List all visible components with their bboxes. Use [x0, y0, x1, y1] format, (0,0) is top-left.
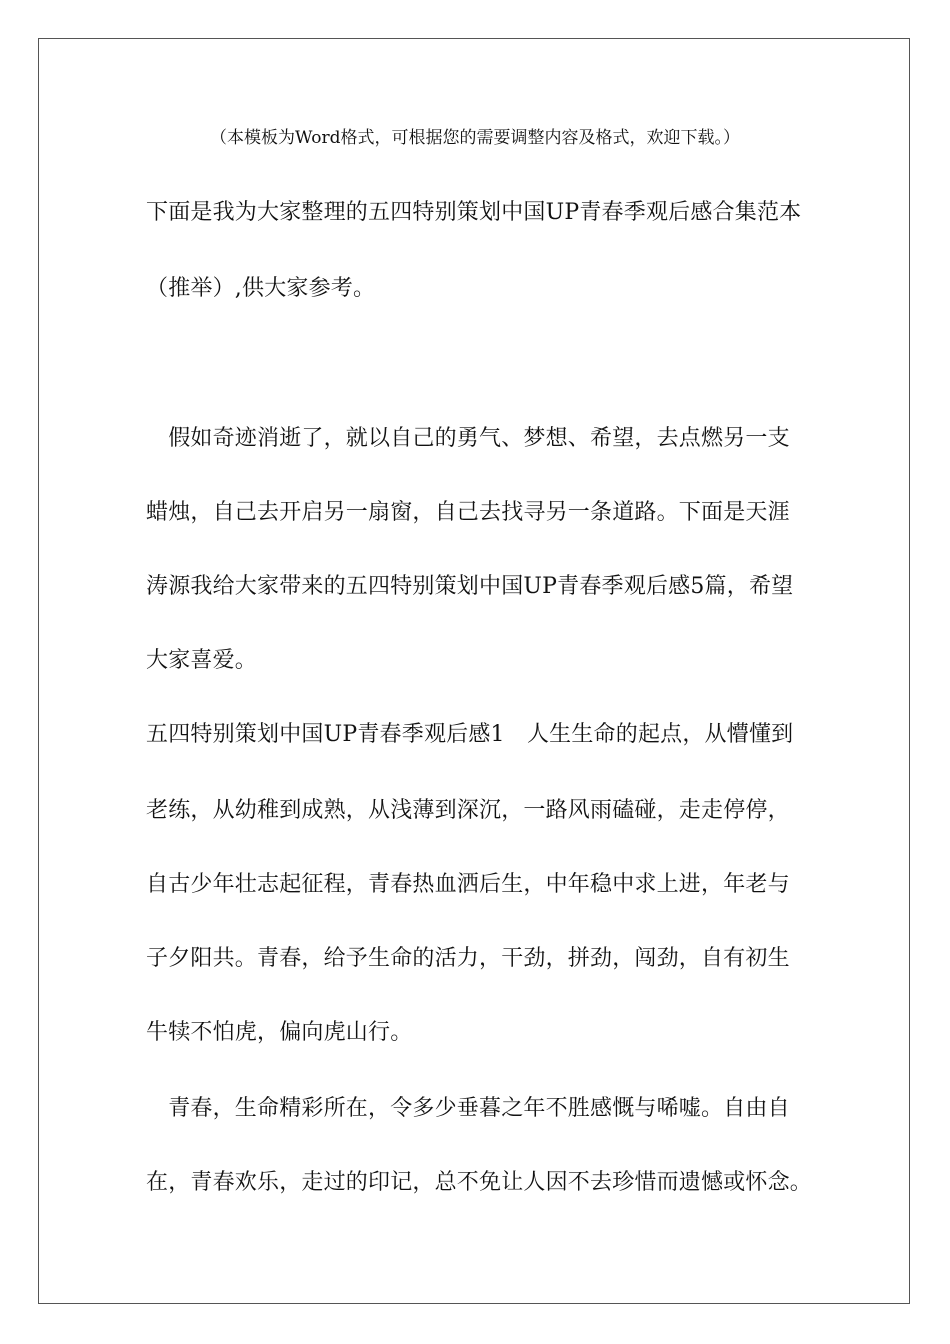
- essay-1-line-3: 自古少年壮志起征程，青春热血洒后生，中年稳中求上进，年老与: [146, 872, 790, 897]
- paragraph-1-line-1: 假如奇迹消逝了，就以自己的勇气、梦想、希望，去点燃另一支: [146, 426, 790, 451]
- intro-line-2: （推举）,供大家参考。: [146, 276, 376, 301]
- paragraph-1-line-3: 涛源我给大家带来的五四特别策划中国UP青春季观后感5篇，希望: [146, 574, 794, 599]
- paragraph-1-line-4: 大家喜爱。: [146, 648, 258, 673]
- essay-1-line-1: 五四特别策划中国UP青春季观后感1 人生生命的起点，从懵懂到: [146, 722, 794, 747]
- intro-line-1: 下面是我为大家整理的五四特别策划中国UP青春季观后感合集范本: [146, 200, 802, 225]
- essay-1-line-5: 牛犊不怕虎，偏向虎山行。: [146, 1020, 413, 1045]
- essay-1-line-6: 青春，生命精彩所在，令多少垂暮之年不胜感慨与唏嘘。自由自: [146, 1096, 790, 1121]
- essay-1-line-7: 在，青春欢乐，走过的印记，总不免让人因不去珍惜而遗憾或怀念。: [146, 1170, 813, 1195]
- essay-1-line-4: 子夕阳共。青春，给予生命的活力，干劲，拼劲，闯劲，自有初生: [146, 946, 790, 971]
- essay-1-line-2: 老练，从幼稚到成熟，从浅薄到深沉，一路风雨磕碰，走走停停，: [146, 798, 790, 823]
- template-format-note: （本模板为Word格式，可根据您的需要调整内容及格式，欢迎下载。）: [209, 128, 741, 148]
- paragraph-1-line-2: 蜡烛，自己去开启另一扇窗，自己去找寻另一条道路。下面是天涯: [146, 500, 790, 525]
